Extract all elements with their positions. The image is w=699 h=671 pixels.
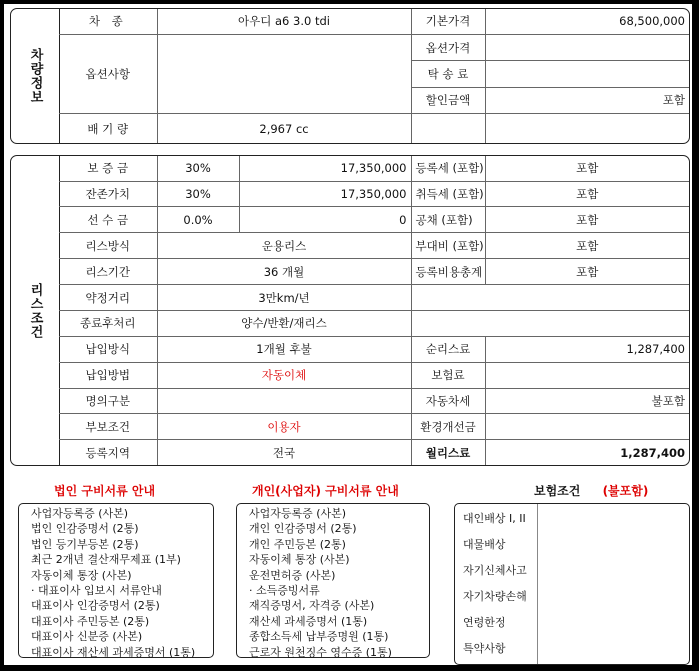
advance-label: 선 수 금 bbox=[59, 207, 157, 233]
base-price-label: 기본가격 bbox=[411, 9, 485, 34]
list-item: 대물배상 bbox=[463, 538, 506, 551]
lease-method-value: 운용리스 bbox=[157, 233, 411, 259]
list-item: 특약사항 bbox=[463, 642, 506, 655]
holder-label: 명의구분 bbox=[59, 388, 157, 414]
model-label: 차 종 bbox=[59, 9, 157, 34]
region-label: 등록지역 bbox=[59, 440, 157, 465]
insurance-box bbox=[454, 503, 690, 665]
insurance-fee-value bbox=[485, 362, 689, 388]
list-item: 법인 인감증명서 (2통) bbox=[31, 522, 139, 536]
corp-docs-title: 법인 구비서류 안내 bbox=[54, 484, 156, 498]
car-tax-label: 자동차세 bbox=[411, 388, 485, 414]
list-item: 대표이사 재산세 과세증명서 (1통) bbox=[31, 645, 196, 659]
env-fee-value bbox=[485, 414, 689, 440]
options-label: 옵션사항 bbox=[59, 34, 157, 113]
reg-tax-label: 등록세 (포함) bbox=[411, 156, 485, 181]
deposit-amount: 17,350,000 bbox=[239, 156, 411, 181]
car-tax-value: 불포함 bbox=[485, 388, 689, 414]
list-item: 개인 주민등본 (2통) bbox=[249, 537, 346, 551]
personal-docs-box bbox=[236, 503, 430, 658]
bond-value: 포함 bbox=[485, 207, 689, 233]
list-item: 대표이사 신분증 (사본) bbox=[31, 630, 143, 644]
discount-value: 포함 bbox=[485, 87, 689, 113]
insurance-status: (불포함) bbox=[602, 484, 649, 498]
net-fee-label: 순리스료 bbox=[411, 336, 485, 362]
list-item: 사업자등록증 (사본) bbox=[249, 507, 347, 520]
deposit-label: 보 증 금 bbox=[59, 156, 157, 181]
guarantee-value: 이용자 bbox=[157, 414, 411, 440]
env-fee-label: 환경개선금 bbox=[411, 414, 485, 440]
list-item: 대표이사 주민등본 (2통) bbox=[31, 614, 150, 628]
list-item: 대표이사 인감증명서 (2통) bbox=[31, 599, 160, 613]
insurance-title-text: 보험조건 bbox=[534, 484, 581, 498]
residual-pct: 30% bbox=[157, 181, 239, 207]
payment-value: 1개월 후불 bbox=[157, 336, 411, 362]
reg-tax-value: 포함 bbox=[485, 156, 689, 181]
vehicle-table bbox=[59, 9, 689, 143]
mileage-label: 약정거리 bbox=[59, 285, 157, 311]
pay-method-label: 납입방법 bbox=[59, 362, 157, 388]
displacement-empty-1 bbox=[411, 114, 485, 143]
advance-amount: 0 bbox=[239, 207, 411, 233]
payment-label: 납입방식 bbox=[59, 336, 157, 362]
advance-pct: 0.0% bbox=[157, 207, 239, 233]
list-item: 개인 인감증명서 (2통) bbox=[249, 522, 357, 536]
list-item: 사업자등록증 (사본) bbox=[31, 507, 129, 520]
list-item: 자동이체 통장 (사본) bbox=[31, 568, 132, 582]
lease-table bbox=[59, 156, 689, 465]
end-process-empty bbox=[411, 310, 689, 336]
insurance-title bbox=[534, 482, 648, 499]
end-process-label: 종료후처리 bbox=[59, 310, 157, 336]
insurance-fee-label: 보험료 bbox=[411, 362, 485, 388]
discount-label: 할인금액 bbox=[411, 87, 485, 113]
corp-docs-list bbox=[19, 504, 213, 660]
list-item: 대인배상 I, II bbox=[463, 512, 526, 525]
list-item: 재직증명서, 자격증 (사본) bbox=[249, 599, 375, 613]
deposit-pct: 30% bbox=[157, 156, 239, 181]
acq-tax-label: 취득세 (포함) bbox=[411, 181, 485, 207]
lease-period-value: 36 개월 bbox=[157, 259, 411, 285]
list-item: 자기신체사고 bbox=[463, 564, 527, 577]
reg-total-label: 등록비용총계 bbox=[411, 259, 485, 285]
lease-quote-sheet bbox=[4, 4, 692, 665]
lease-side-label: 리스조건 bbox=[11, 156, 60, 465]
list-item: 법인 등기부등본 (2통) bbox=[31, 537, 139, 551]
delivery-value bbox=[485, 61, 689, 87]
option-price-value bbox=[485, 34, 689, 60]
corp-docs-box bbox=[18, 503, 214, 658]
list-item: 연령한정 bbox=[463, 616, 506, 629]
delivery-label: 탁 송 료 bbox=[411, 61, 485, 87]
personal-docs-title: 개인(사업자) 구비서류 안내 bbox=[252, 484, 399, 498]
model-value: 아우디 a6 3.0 tdi bbox=[157, 9, 411, 34]
displacement-empty-2 bbox=[485, 114, 689, 143]
list-item: · 소득증빙서류 bbox=[249, 584, 320, 598]
residual-amount: 17,350,000 bbox=[239, 181, 411, 207]
option-price-label: 옵션가격 bbox=[411, 34, 485, 60]
incidental-value: 포함 bbox=[485, 233, 689, 259]
options-value bbox=[157, 34, 411, 113]
insurance-divider bbox=[537, 504, 538, 664]
list-item: 최근 2개년 결산재무제표 (1부) bbox=[31, 553, 181, 567]
list-item: 근로자 원천징수 영수증 (1통) bbox=[249, 645, 392, 659]
vehicle-side-label: 차량정보 bbox=[11, 9, 60, 143]
list-item: 재산세 과세증명서 (1통) bbox=[249, 614, 368, 628]
displacement-label: 배 기 량 bbox=[59, 114, 157, 143]
displacement-value: 2,967 cc bbox=[157, 114, 411, 143]
vehicle-info-section bbox=[10, 8, 690, 144]
net-fee-value: 1,287,400 bbox=[485, 336, 689, 362]
lease-method-label: 리스방식 bbox=[59, 233, 157, 259]
bond-label: 공채 (포함) bbox=[411, 207, 485, 233]
region-value: 전국 bbox=[157, 440, 411, 465]
guarantee-label: 부보조건 bbox=[59, 414, 157, 440]
list-item: 종합소득세 납부증명원 (1통) bbox=[249, 630, 389, 644]
pay-method-value: 자동이체 bbox=[157, 362, 411, 388]
reg-total-value: 포함 bbox=[485, 259, 689, 285]
list-item: · 대표이사 입보시 서류안내 bbox=[31, 584, 162, 598]
end-process-value: 양수/반환/재리스 bbox=[157, 310, 411, 336]
residual-label: 잔존가치 bbox=[59, 181, 157, 207]
lease-period-label: 리스기간 bbox=[59, 259, 157, 285]
lease-terms-section bbox=[10, 155, 690, 466]
monthly-fee-label: 월리스료 bbox=[411, 440, 485, 465]
incidental-label: 부대비 (포함) bbox=[411, 233, 485, 259]
list-item: 운전면허증 (사본) bbox=[249, 568, 336, 582]
monthly-fee-value: 1,287,400 bbox=[485, 440, 689, 465]
mileage-value: 3만km/년 bbox=[157, 285, 411, 311]
acq-tax-value: 포함 bbox=[485, 181, 689, 207]
list-item: 자동이체 통장 (사본) bbox=[249, 553, 350, 567]
insurance-list bbox=[455, 504, 689, 662]
personal-docs-list bbox=[237, 504, 429, 660]
holder-value bbox=[157, 388, 411, 414]
list-item: 자기차량손해 bbox=[463, 590, 527, 603]
mileage-empty bbox=[411, 285, 689, 311]
base-price-value: 68,500,000 bbox=[485, 9, 689, 34]
